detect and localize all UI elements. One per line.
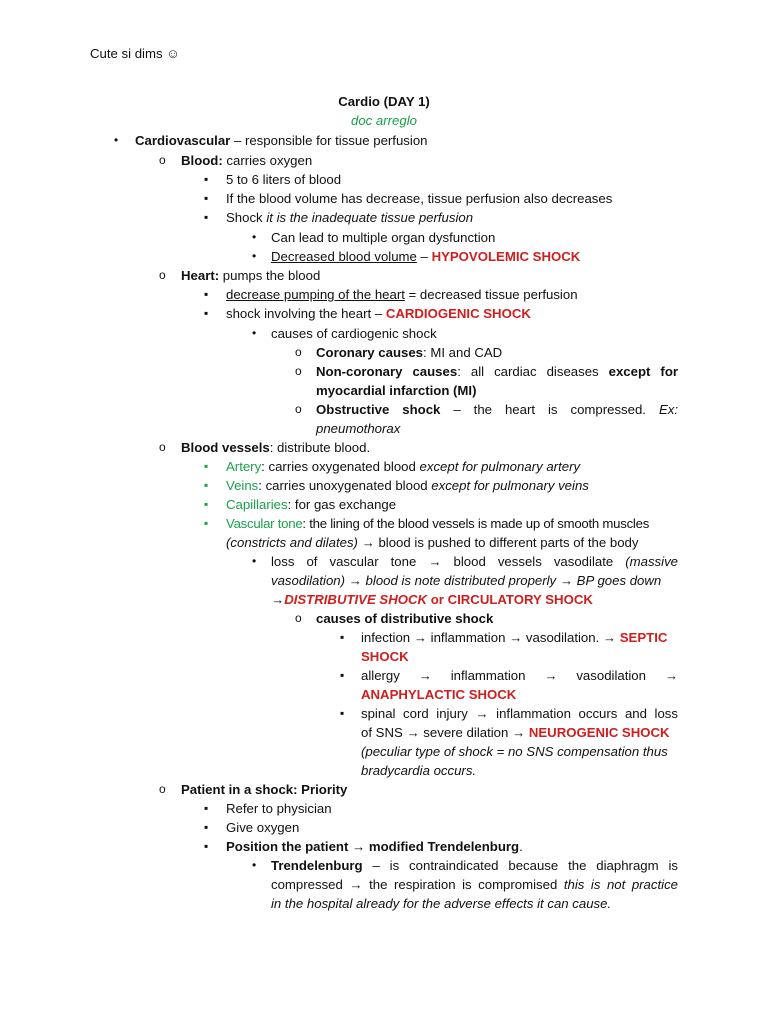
bullet-disc: • [114, 133, 119, 147]
bullet-square: ▪ [204, 478, 209, 492]
right-arrow-icon: → [348, 573, 362, 588]
bullet-circle: o [159, 440, 166, 454]
list-item: Shock it is the inadequate tissue perfusion [226, 210, 474, 225]
list-item: Vascular tone: the lining of the blood vessels is made up of smooth muscles [226, 516, 650, 531]
list-item: Non-coronary causes: all cardiac diseases except for [316, 364, 679, 379]
right-arrow-icon: → [512, 725, 526, 740]
list-item-continuation: of SNS → severe dilation → NEUROGENIC SHOCK [361, 725, 670, 740]
right-arrow-icon: → [602, 630, 617, 645]
list-item: 5 to 6 liters of blood [226, 172, 342, 187]
bullet-square: ▪ [340, 706, 345, 720]
bullet-circle: o [159, 782, 166, 796]
right-arrow-icon: → [406, 725, 420, 740]
list-item: Position the patient → modified Trendelenburg. [226, 839, 523, 854]
list-item: Decreased blood volume – HYPOVOLEMIC SHOCK [271, 249, 581, 264]
list-item-continuation: in the hospital already for the adverse effects it can cause. [271, 896, 612, 911]
list-item: Coronary causes: MI and CAD [316, 345, 503, 360]
list-item: Cardiovascular – responsible for tissue perfusion [135, 133, 428, 148]
list-item: Give oxygen [226, 820, 300, 835]
list-item: Patient in a shock: Priority [181, 782, 348, 797]
list-item: loss of vascular tone → blood vessels vasodilate (massive [271, 554, 678, 569]
right-arrow-icon: → [544, 668, 558, 683]
list-item-continuation: (constricts and dilates) → blood is pushed to different parts of the body [226, 535, 639, 550]
bullet-square: ▪ [204, 287, 209, 301]
list-item: Blood: carries oxygen [181, 153, 313, 168]
right-arrow-icon: → [559, 573, 574, 588]
list-item: decrease pumping of the heart = decreased tissue perfusion [226, 287, 578, 302]
list-item-continuation: ANAPHYLACTIC SHOCK [361, 687, 517, 702]
bullet-square: ▪ [204, 516, 209, 530]
list-item-continuation: (peculiar type of shock = no SNS compensation thus [361, 744, 668, 759]
list-item: Trendelenburg – is contraindicated because the diaphragm is [271, 858, 678, 873]
list-item: Obstructive shock – the heart is compressed. Ex: [316, 402, 678, 417]
bullet-circle: o [295, 345, 302, 359]
bullet-square: ▪ [204, 210, 209, 224]
list-item: Capillaries: for gas exchange [226, 497, 397, 512]
list-item: Artery: carries oxygenated blood except for pulmonary artery [226, 459, 581, 474]
list-item: infection → inflammation → vasodilation. → SEPTIC [361, 630, 668, 645]
list-item: causes of distributive shock [316, 611, 494, 626]
list-item: Veins: carries unoxygenated blood except for pulmonary veins [226, 478, 589, 493]
right-arrow-icon: → [413, 630, 427, 645]
right-arrow-icon: → [352, 839, 366, 854]
list-item: Can lead to multiple organ dysfunction [271, 230, 496, 245]
list-item-continuation: compressed → the respiration is compromised this is not practice [271, 877, 678, 892]
bullet-disc: • [252, 326, 257, 340]
right-arrow-icon: → [349, 877, 363, 892]
bullet-circle: o [295, 611, 302, 625]
bullet-disc: • [252, 858, 257, 872]
bullet-square: ▪ [340, 630, 345, 644]
list-item: allergy → inflammation → vasodilation → [361, 668, 678, 683]
bullet-square: ▪ [340, 668, 345, 682]
document-title: Cardio (DAY 1) [338, 94, 430, 109]
list-item: Refer to physician [226, 801, 332, 816]
list-item-continuation: pneumothorax [316, 421, 401, 436]
list-item: Blood vessels: distribute blood. [181, 440, 371, 455]
document-subtitle: doc arreglo [351, 113, 417, 128]
list-item-continuation: SHOCK [361, 649, 409, 664]
right-arrow-icon: → [475, 706, 489, 721]
right-arrow-icon: → [428, 554, 442, 569]
list-item-continuation: →DISTRIBUTIVE SHOCK or CIRCULATORY SHOCK [271, 592, 593, 607]
list-item: Heart: pumps the blood [181, 268, 321, 283]
bullet-square: ▪ [204, 459, 209, 473]
bullet-square: ▪ [204, 191, 209, 205]
bullet-square: ▪ [204, 820, 209, 834]
list-item: spinal cord injury → inflammation occurs and loss [361, 706, 678, 721]
list-item-continuation: myocardial infarction (MI) [316, 383, 477, 398]
bullet-circle: o [159, 153, 166, 167]
bullet-disc: • [252, 554, 257, 568]
list-item: shock involving the heart – CARDIOGENIC SHOCK [226, 306, 531, 321]
bullet-square: ▪ [204, 306, 209, 320]
list-item: causes of cardiogenic shock [271, 326, 437, 341]
bullet-square: ▪ [204, 839, 209, 853]
list-item: If the blood volume has decrease, tissue perfusion also decreases [226, 191, 613, 206]
bullet-circle: o [295, 364, 302, 378]
bullet-disc: • [252, 230, 257, 244]
right-arrow-icon: → [271, 592, 285, 607]
bullet-circle: o [295, 402, 302, 416]
bullet-square: ▪ [204, 172, 209, 186]
right-arrow-icon: → [361, 535, 375, 550]
bullet-disc: • [252, 249, 257, 263]
list-item-continuation: vasodilation) → blood is note distributed properly → BP goes down [271, 573, 662, 588]
bullet-circle: o [159, 268, 166, 282]
bullet-square: ▪ [204, 497, 209, 511]
bullet-square: ▪ [204, 801, 209, 815]
right-arrow-icon: → [664, 668, 678, 683]
right-arrow-icon: → [509, 630, 523, 645]
page-header: Cute si dims ☺ [90, 46, 180, 61]
right-arrow-icon: → [418, 668, 432, 683]
list-item-continuation: bradycardia occurs. [361, 763, 477, 778]
